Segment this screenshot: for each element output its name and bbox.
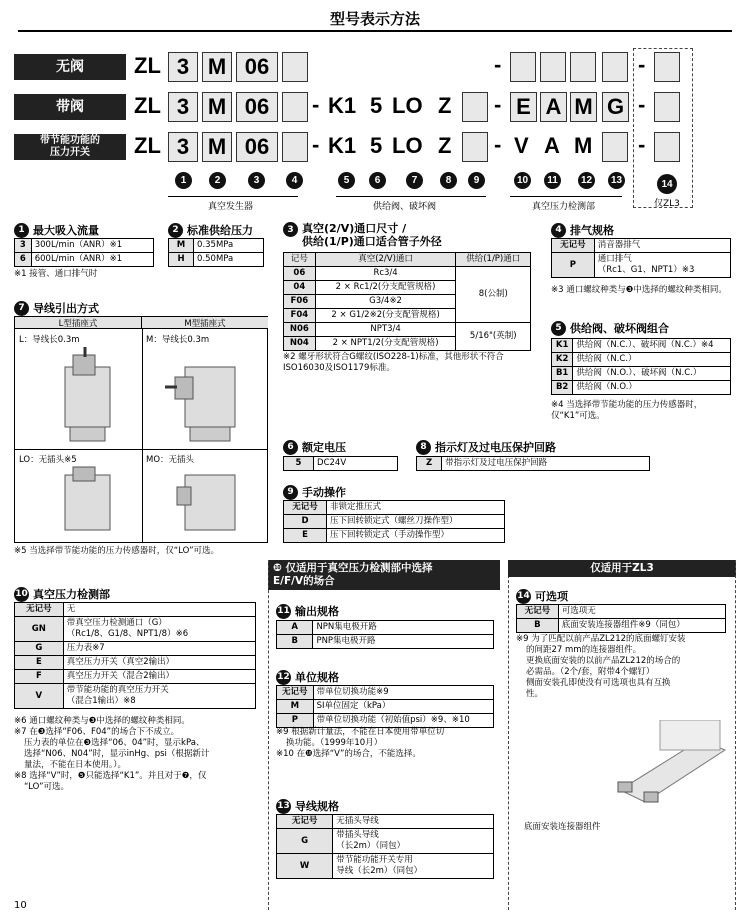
table-row [552,239,731,253]
table-cell: G [15,642,64,656]
table-row [277,714,494,728]
note-line: ※8 选择“V”时，❺只能选择“K1”。并且对于❼，仅 [14,771,207,781]
section-5-title: 5 供给阀、破坏阀组合 [551,320,669,336]
table-1 [14,238,154,267]
table-cell: 真空压力开关（混合2输出） [63,670,255,684]
table-cell: W [277,854,333,879]
table-cell: G3/4※2 [315,295,456,309]
section-6-title: 6 额定电压 [283,439,346,455]
table-row [284,515,505,529]
num-marker-12: 12 [578,172,595,189]
code-box: 06 [236,92,278,122]
code-box: M [202,52,232,82]
table-11 [276,620,494,649]
table-cell: D [284,515,327,529]
section-11-title: 11 输出规格 [277,605,339,618]
empty-box [540,52,566,82]
table-2 [168,238,264,267]
table-row [552,253,731,278]
page-title: 型号表示方法 [329,10,420,28]
code-text: 5 [370,93,383,118]
table-row [15,642,256,656]
table-row [284,501,505,515]
group-caption-zl3: 仅ZL3 [654,199,680,209]
code-text: A [544,133,560,158]
mo-connector-image [165,465,255,541]
table-cell: G [277,829,333,854]
empty-box [282,52,308,82]
table-cell: 带节能功能的真空压力开关 （混合1输出）※8 [63,684,255,709]
code-box: A [540,92,567,122]
table-cell: GN [15,617,64,642]
notes-12 [276,727,504,760]
lo-connector-image [45,465,135,541]
efv-dashed-right [508,560,509,910]
table-cell: PNP集电极开路 [313,635,494,649]
row-label: 无阀 [14,54,126,80]
code-box: G [602,92,629,122]
empty-box [282,132,308,162]
table-13 [276,814,494,879]
table-cell: 无记号 [15,603,64,617]
table-cell: 真空压力开关（真空2输出） [63,656,255,670]
num-marker-5: 5 [338,172,355,189]
table-cell: P [277,714,314,728]
table-10 [14,602,256,709]
section-12-title: 12 单位规格 [277,671,339,684]
table-cell: 5 [284,457,314,471]
table-cell: 06 [284,267,316,281]
table-cell: 8(公制) [456,267,531,323]
table-cell: F04 [284,309,316,323]
table-cell: 无记号 [277,686,314,700]
dash: - [638,52,646,77]
note-line: 换功能。（1999年10月） [286,738,383,748]
lead-cell-m: M：导线长0.3m [146,335,210,345]
lead-cell-l: L：导线长0.3m [19,335,80,345]
table-row [517,619,726,633]
dash: - [494,92,502,117]
note-line: “LO”可选。 [24,782,70,792]
table-cell: 消音器排气 [594,239,730,253]
table-cell: 供给阀（N.C.） [573,353,731,367]
table-cell: H [169,253,194,267]
code-text: LO [392,93,423,118]
table-row [15,603,256,617]
num-4-icon: 4 [551,223,566,238]
table-cell: 2 × G1/2※2(分支配管规格) [315,309,456,323]
table-5 [551,338,731,395]
note-3: ※2 螺牙形状符合G螺纹(ISO228-1)标准，其他形状不符合ISO16030及ISO1179标准。 [283,352,504,373]
num-marker-7: 7 [406,172,423,189]
table-row [277,700,494,714]
table-cell: 无 [63,603,255,617]
dash: - [638,92,646,117]
num-marker-10: 10 [514,172,531,189]
num-13-icon: 13 [276,799,291,814]
table-row [15,670,256,684]
table-12 [276,685,494,728]
code-text: K1 [328,133,357,158]
group-caption-valves: 供给阀、破坏阀 [373,202,437,212]
table-cell: P [552,253,595,278]
table-row [277,854,494,879]
note-line: ※9 为了匹配以前产品ZL212的底面螺钉安装 [516,634,686,644]
table-4 [551,238,731,278]
table-row [284,267,531,281]
note-line: 性。 [526,689,544,699]
table-row [277,686,494,700]
note-line: 的间距27 mm的连接器组件。 [526,645,642,655]
table-cell: 记号 [284,253,316,267]
title-rule [18,30,732,32]
table-cell: V [15,684,64,709]
table-row [277,815,494,829]
table-cell: Rc3/4 [315,267,456,281]
code-text: 5 [370,133,383,158]
table-row [417,457,650,471]
code-text: Z [438,133,452,158]
lead-table [14,316,268,543]
group-caption-generator: 真空发生器 [208,202,254,212]
section-7-title: 7 导线引出方式 [14,300,99,316]
section-14-title: 14 可选项 [517,590,568,603]
table-cell: 5/16"(英制) [456,323,531,351]
prefix-zl: ZL [134,93,161,118]
table-cell: B2 [552,381,573,395]
table-cell: N04 [284,337,316,351]
num-10-icon: 10 [14,587,29,602]
num-6-icon: 6 [283,440,298,455]
table-cell: 压下回转锁定式（手动操作型） [327,529,505,543]
table-cell: F06 [284,295,316,309]
note-line: 必需品。（2个/套，附带4个螺钉） [526,667,655,677]
code-text: Z [438,93,452,118]
table-cell: 6 [15,253,32,267]
section-4-title: 4 排气规格 [551,222,614,238]
page-number: 10 [14,900,27,911]
num-7-icon: 7 [14,301,29,316]
code-text: LO [392,133,423,158]
num-9-icon: 9 [283,485,298,500]
band-efv: ❿ 仅适用于真空压力检测部中选择 E/F/V的场合 [268,560,500,590]
num-marker-14: 14 [657,174,677,194]
dash: - [494,52,502,77]
lead-header-l: L型插座式 [15,317,142,329]
table-cell: 可选项无 [558,605,725,619]
note-line: 侧面安装孔即使没有可选项也具有互换 [526,678,671,688]
note-4: ※3 通口螺纹种类与❸中选择的螺纹种类相同。 [551,285,727,295]
table-6 [283,456,398,471]
code-box: M [202,132,232,162]
note-line: 压力表的单位在❸选择“06、04”时，显示kPa、 [24,738,205,748]
code-box: 3 [168,132,198,162]
table-cell: 供给阀（N.C.）、破坏阀（N.C.）※4 [573,339,731,353]
group-bar-1 [168,196,298,197]
table-row [277,621,494,635]
section-10-title: 10 真空压力检测部 [15,588,110,601]
note-line: ※10 在❿选择“V”的场合，不能选择。 [276,749,421,759]
table-cell: 无记号 [552,239,595,253]
row-label: 带节能功能的 压力开关 [14,134,126,160]
note-line: ※9 根据新计量法，不能在日本使用带单位切 [276,727,445,737]
code-text: K1 [328,93,357,118]
table-cell: 0.50MPa [194,253,264,267]
prefix-zl: ZL [134,53,161,78]
table-cell: 带节能功能开关专用 导线（长2m）（同包） [333,854,494,879]
table-row [284,253,531,267]
table-cell: A [277,621,313,635]
table-8 [416,456,650,471]
lead-cell-lo: LO：无插头※5 [19,455,77,465]
table-cell: 带单位切换功能（初始值psi）※9、※10 [313,714,493,728]
empty-box [462,132,488,162]
table-cell: 2 × NPT1/2(分支配管规格) [315,337,456,351]
table-cell: 600L/min（ANR）※1 [31,253,153,267]
dash: - [494,132,502,157]
table-cell: M [277,700,314,714]
empty-box [282,92,308,122]
table-cell: 压下回转锁定式（螺丝刀操作型） [327,515,505,529]
table-row [552,367,731,381]
empty-box [570,52,596,82]
table-cell: 300L/min（ANR）※1 [31,239,153,253]
dash: - [638,132,646,157]
lead-divider-h [15,449,268,450]
num-marker-1: 1 [175,172,192,189]
num-marker-8: 8 [440,172,457,189]
table-cell: NPN集电极开路 [313,621,494,635]
lead-cell-mo: MO：无插头 [146,455,195,465]
table-3 [283,252,531,351]
num-2-icon: 2 [168,223,183,238]
table-cell: 无记号 [277,815,333,829]
table-row [15,253,154,267]
note-line: 量法，不能在日本使用。）。 [24,760,127,770]
table-row [15,239,154,253]
table-cell: E [284,529,327,543]
num-8-icon: 8 [416,440,431,455]
l-connector-image [45,347,135,445]
section-8-title: 8 指示灯及过电压保护回路 [416,439,556,455]
table-cell: Z [417,457,442,471]
table-cell: N06 [284,323,316,337]
note-line: ※7 在❸选择“F06、F04”的场合下不成立。 [14,727,180,737]
table-row [552,353,731,367]
table-row [15,617,256,642]
table-row [284,457,398,471]
table-cell: 0.35MPa [194,239,264,253]
num-5-icon: 5 [551,321,566,336]
table-cell: 供给阀（N.O.）、破坏阀（N.C.） [573,367,731,381]
empty-box [462,92,488,122]
table-cell: 真空(2/V)通口 [315,253,456,267]
row-label: 带阀 [14,94,126,120]
table-row [15,656,256,670]
table-cell: M [169,239,194,253]
connector-kit-image [600,720,730,810]
note-line: 更换底面安装的以前产品ZL212的场合的 [526,656,681,666]
num-marker-6: 6 [369,172,386,189]
note-line: ※6 通口螺纹种类与❸中选择的螺纹种类相同。 [14,716,190,726]
group-bar-2 [336,196,486,197]
section-1-title: 1 最大吸入流量 [14,222,99,238]
table-cell: 2 × Rc1/2(分支配管规格) [315,281,456,295]
code-box: M [202,92,232,122]
table-cell: 带真空压力检测通口（G） （Rc1/8、G1/8、NPT1/8）※6 [63,617,255,642]
code-box: 3 [168,52,198,82]
empty-box [510,52,536,82]
dash: - [312,132,320,157]
efv-dashed-left [268,560,269,910]
num-3-icon: 3 [283,222,298,237]
table-row [277,635,494,649]
table-cell: DC24V [314,457,398,471]
table-row [552,381,731,395]
code-box: E [510,92,537,122]
table-row [169,253,264,267]
lead-divider-v [142,329,143,543]
prefix-zl: ZL [134,133,161,158]
table-cell: 04 [284,281,316,295]
table-cell: 3 [15,239,32,253]
table-cell: 无记号 [517,605,559,619]
table-cell: NPT3/4 [315,323,456,337]
table-cell: K1 [552,339,573,353]
code-box: 06 [236,132,278,162]
num-marker-4: 4 [286,172,303,189]
table-cell: E [15,656,64,670]
figure-caption-14: 底面安装连接器组件 [524,822,601,832]
table-cell: 底面安装连接器组件※9（同包） [558,619,725,633]
num-12-icon: 12 [276,670,291,685]
table-cell: 供给(1/P)通口 [456,253,531,267]
dash: - [312,92,320,117]
zl3-dashed-right [735,560,736,910]
table-cell: B [517,619,559,633]
table-cell: SI单位固定（kPa） [313,700,493,714]
num-11-icon: 11 [276,604,291,619]
table-cell: B [277,635,313,649]
table-row [15,684,256,709]
section-2-title: 2 标准供给压力 [168,222,253,238]
table-cell: 非锁定推压式 [327,501,505,515]
table-cell: 无插头导线 [333,815,494,829]
note-7: ※5 当选择带节能功能的压力传感器时，仅“LO”可选。 [14,546,220,556]
note-line: 选择“N06、N04”时，显示inHg、psi（根据新计 [24,749,210,759]
table-cell: 带单位切换功能※9 [313,686,493,700]
table-cell: 供给阀（N.O.） [573,381,731,395]
table-row [284,529,505,543]
num-14-icon: 14 [516,589,531,604]
code-box: M [570,92,597,122]
notes-10 [14,716,264,793]
table-cell: 带指示灯及过电压保护回路 [442,457,650,471]
table-cell: 带插头导线 （长2m）（同包） [333,829,494,854]
table-cell: 压力表※7 [63,642,255,656]
table-cell: 通口排气 （Rc1、G1、NPT1）※3 [594,253,730,278]
group-bar-3 [510,196,622,197]
section-13-title: 13 导线规格 [277,800,339,813]
notes-14 [516,634,732,700]
code-text: V [514,133,529,158]
code-box: 06 [236,52,278,82]
code-box: 3 [168,92,198,122]
group-caption-detector: 真空压力检测部 [532,202,596,212]
table-row [552,339,731,353]
table-row [284,323,531,337]
table-cell: K2 [552,353,573,367]
num-marker-11: 11 [544,172,561,189]
num-marker-13: 13 [608,172,625,189]
table-cell: B1 [552,367,573,381]
empty-box [602,52,628,82]
code-text: M [574,133,593,158]
table-cell: 无记号 [284,501,327,515]
section-9-title: 9 手动操作 [283,484,346,500]
section-3-title: 3 真空(2/V)通口尺寸 / 供给(1/P)通口适合管子外径 [283,222,442,248]
table-row [517,605,726,619]
empty-box [602,132,628,162]
note-5: ※4 当选择带节能功能的压力传感器时，仅“K1”可选。 [551,400,703,421]
lead-header-m: M型插座式 [142,317,268,329]
table-row [169,239,264,253]
num-marker-9: 9 [468,172,485,189]
band-zl3: 仅适用于ZL3 [508,560,736,577]
table-cell: F [15,670,64,684]
table-14 [516,604,726,633]
m-connector-image [165,347,255,445]
note-1: ※1 接管、通口排气时 [14,269,98,279]
table-row [277,829,494,854]
table-9 [283,500,505,543]
num-1-icon: 1 [14,223,29,238]
num-marker-2: 2 [209,172,226,189]
num-marker-3: 3 [248,172,265,189]
